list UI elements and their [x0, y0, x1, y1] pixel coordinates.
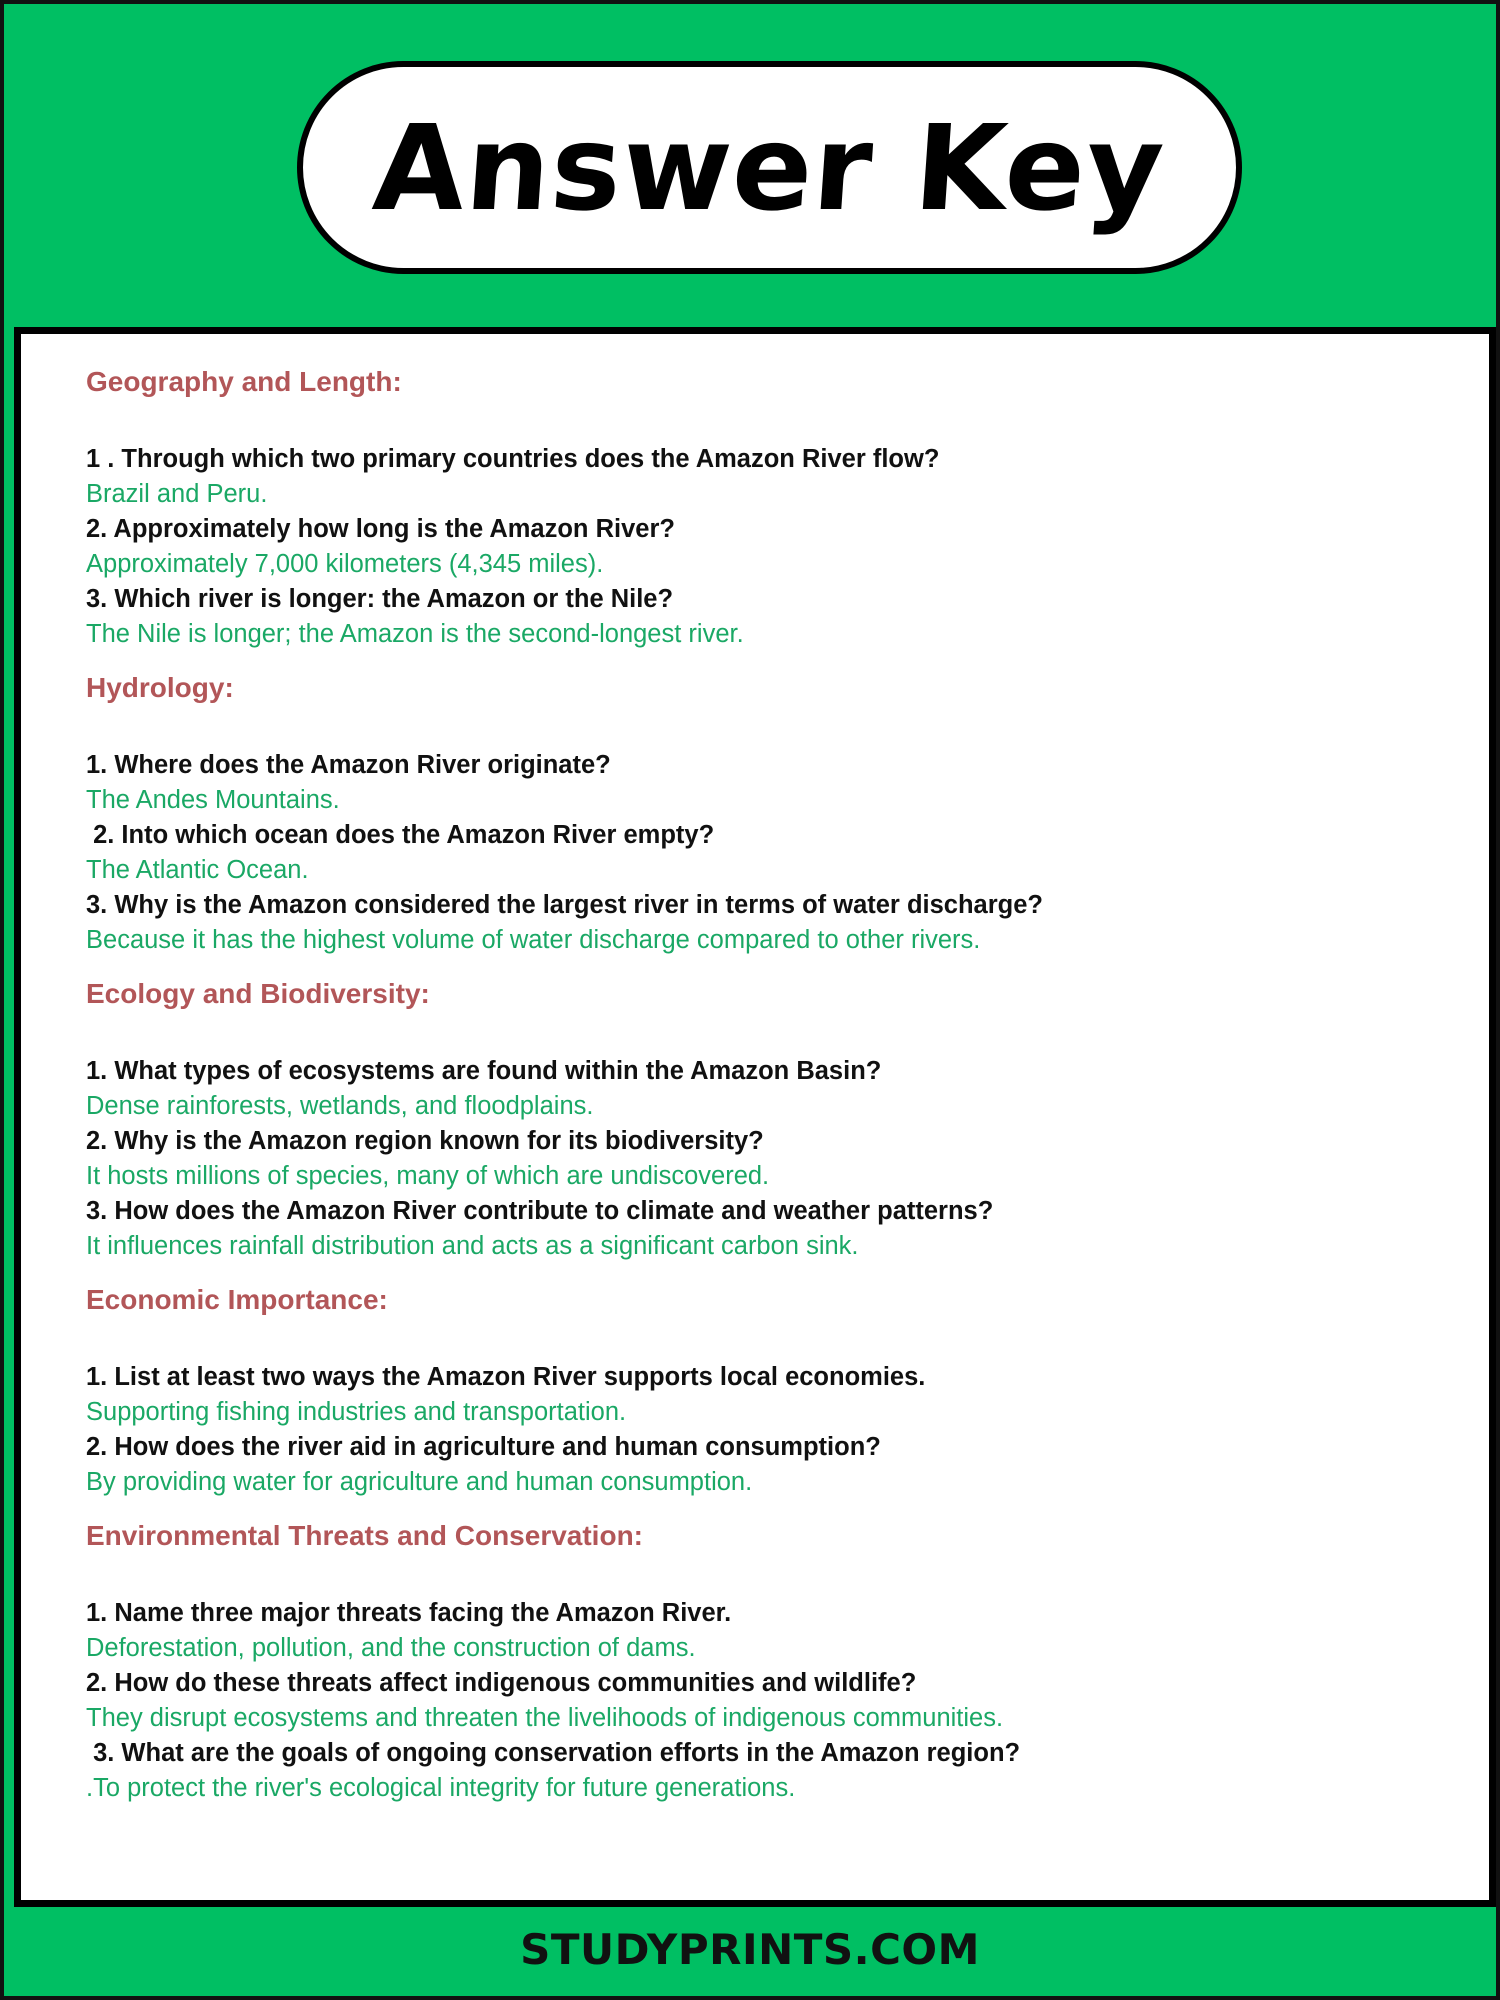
page-title: Answer Key: [369, 98, 1170, 237]
section-environmental-threats: [86, 1518, 1489, 1806]
answer: The Andes Mountains.: [86, 786, 340, 814]
question: 3. Which river is longer: the Amazon or the Nile?: [86, 585, 674, 613]
section-geography-and-length: [86, 364, 1489, 652]
answer: Brazil and Peru.: [86, 480, 268, 508]
answer: Supporting fishing industries and transportation.: [86, 1398, 627, 1426]
question: 2. Into which ocean does the Amazon River empty?: [86, 821, 715, 849]
answer: It hosts millions of species, many of which are undiscovered.: [86, 1162, 770, 1190]
section-heading: Ecology and Biodiversity:: [86, 978, 430, 1009]
answer: Because it has the highest volume of water discharge compared to other rivers.: [86, 926, 981, 954]
question: 1. Name three major threats facing the Amazon River.: [86, 1599, 732, 1627]
answer: The Atlantic Ocean.: [86, 856, 309, 884]
question: 1 . Through which two primary countries does the Amazon River flow?: [86, 445, 940, 473]
answer: They disrupt ecosystems and threaten the livelihoods of indigenous communities.: [86, 1704, 1004, 1732]
section-heading: Environmental Threats and Conservation:: [86, 1520, 643, 1551]
question: 1. Where does the Amazon River originate?: [86, 751, 611, 779]
answer: By providing water for agriculture and human consumption.: [86, 1468, 753, 1496]
answer: Approximately 7,000 kilometers (4,345 miles).: [86, 550, 604, 578]
title-banner: [297, 61, 1242, 274]
question: 3. Why is the Amazon considered the largest river in terms of water discharge?: [86, 891, 1043, 919]
answer: The Nile is longer; the Amazon is the second-longest river.: [86, 620, 744, 648]
footer: [4, 1909, 1496, 1989]
answer: Dense rainforests, wetlands, and floodplains.: [86, 1092, 594, 1120]
site-name: STUDYPRINTS.COM: [520, 1924, 980, 1974]
question: 1. List at least two ways the Amazon River supports local economies.: [86, 1363, 926, 1391]
question: 2. Why is the Amazon region known for its biodiversity?: [86, 1127, 764, 1155]
question: 2. Approximately how long is the Amazon River?: [86, 515, 675, 543]
answer: Deforestation, pollution, and the construction of dams.: [86, 1634, 696, 1662]
section-heading: Geography and Length:: [86, 366, 402, 397]
answer: .To protect the river's ecological integrity for future generations.: [86, 1774, 796, 1802]
question: 3. How does the Amazon River contribute to climate and weather patterns?: [86, 1197, 994, 1225]
question: 3. What are the goals of ongoing conservation efforts in the Amazon region?: [86, 1739, 1021, 1767]
section-ecology-and-biodiversity: [86, 976, 1489, 1264]
question: 1. What types of ecosystems are found within the Amazon Basin?: [86, 1057, 882, 1085]
section-hydrology: [86, 670, 1489, 958]
answer-content-panel: [14, 327, 1496, 1907]
question: 2. How do these threats affect indigenous communities and wildlife?: [86, 1669, 917, 1697]
section-economic-importance: [86, 1282, 1489, 1500]
section-heading: Hydrology:: [86, 672, 234, 703]
answer: It influences rainfall distribution and acts as a significant carbon sink.: [86, 1232, 859, 1260]
question: 2. How does the river aid in agriculture and human consumption?: [86, 1433, 881, 1461]
section-heading: Economic Importance:: [86, 1284, 388, 1315]
